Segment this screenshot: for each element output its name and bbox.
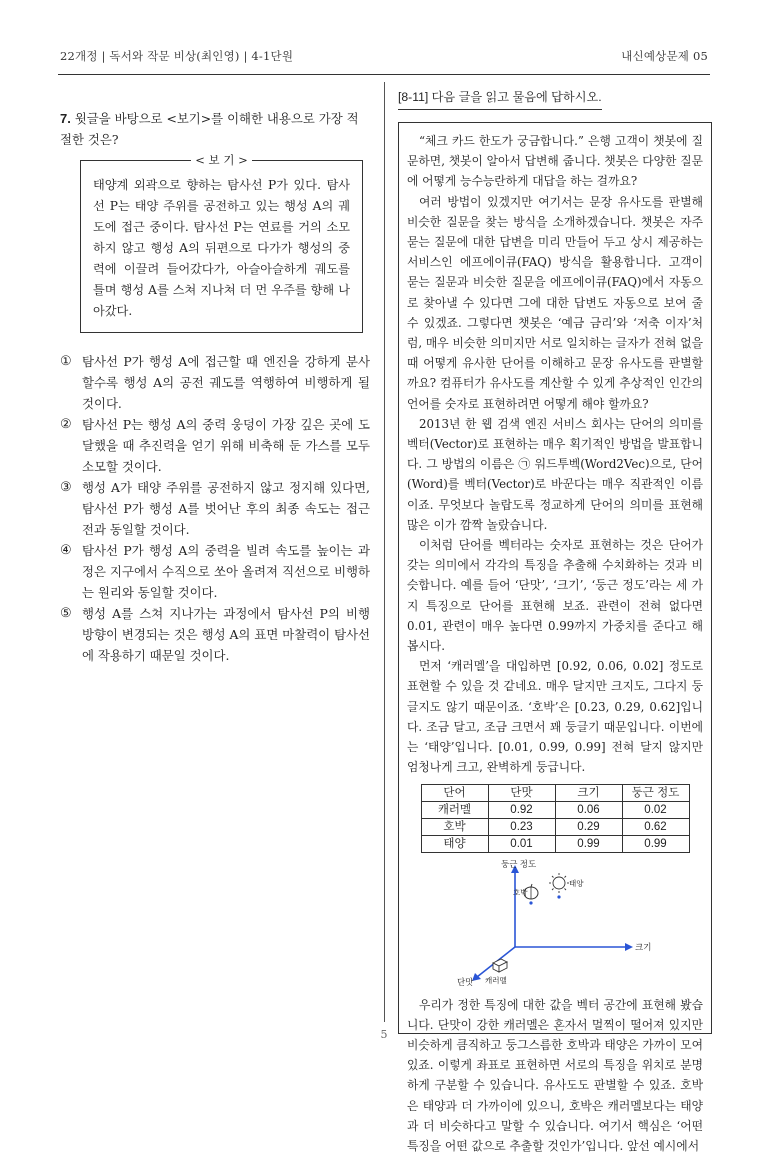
choice-number: ② <box>60 414 82 477</box>
table-cell: 0.99 <box>555 835 622 852</box>
table-cell: 캐러멜 <box>421 801 488 818</box>
choice-text: 행성 A가 태양 주위를 공전하지 않고 정지해 있다면, 탐사선 P가 행성 A를 벗어난 후의 최종 속도는 접근 전과 동일할 것이다. <box>82 477 370 540</box>
table-header: 둥근 정도 <box>622 784 689 801</box>
choice-text: 탐사선 P가 행성 A에 접근할 때 엔진을 강하게 분사할수록 행성 A의 공전 궤도를 역행하여 비행하게 될 것이다. <box>82 351 370 414</box>
paragraph: “체크 카드 한도가 궁금합니다.” 은행 고객이 챗봇에 질문하면, 챗봇이 알아서 답변해 줍니다. 챗봇은 다양한 질문에 어떻게 능수능란하게 대답을 하는 걸까요? <box>407 131 703 192</box>
sweet-axis-label: 단맛 <box>457 977 474 987</box>
question-text: 윗글을 바탕으로 <보기>를 이해한 내용으로 가장 적절한 것은? <box>60 111 359 147</box>
table-cell: 0.02 <box>622 801 689 818</box>
table-cell: 0.23 <box>488 818 555 835</box>
table-cell: 태양 <box>421 835 488 852</box>
pumpkin-label: 호박 <box>513 887 528 897</box>
page-header <box>60 48 708 68</box>
page-number: 5 <box>0 1028 768 1041</box>
paragraph: 2013년 한 웹 검색 엔진 서비스 회사는 단어의 의미를 벡터(Vector)로 표현하는 매우 획기적인 방법을 발표합니다. 그 방법의 이름은 ㉠ 워드투벡(Word2Vec)으로, 단어(Word)를 벡터(Vector)로 바꾼다는 매우 직관적인 이름이죠. 무엇보다 놀랍도록 정교하게 단어의 의미를 표현해 많은 이가 깜짝 놀랐습니다. <box>407 414 703 535</box>
choice-text: 행성 A를 스쳐 지나가는 과정에서 탐사선 P의 비행 방향이 변경되는 것은 행성 A의 표면 마찰력이 탐사선에 작용하기 때문일 것이다. <box>82 603 370 666</box>
table-header: 크기 <box>555 784 622 801</box>
caramel-label: 캐러멜 <box>485 975 507 985</box>
paragraph: 이처럼 단어를 벡터라는 숫자로 표현하는 것은 단어가 갖는 의미에서 각각의 특징을 추출해 수치화하는 것과 비슷합니다. 예를 들어 ‘단맛’, ‘크기’, ‘둥근 정도’라는 세 가지 특징으로 단어를 표현해 보죠. 관련이 전혀 없다면 0.01, 관련이 매우 높다면 0.99까지 가중치를 준다고 해 봅시다. <box>407 535 703 656</box>
choice-text: 탐사선 P가 행성 A의 중력을 빌려 속도를 높이는 과정은 지구에서 수직으로 쏘아 올려져 직선으로 비행하는 원리와 동일할 것이다. <box>82 540 370 603</box>
table-cell: 0.29 <box>555 818 622 835</box>
passage-column <box>398 86 712 1034</box>
question-stem <box>60 108 370 150</box>
question-number: 7. <box>60 111 71 126</box>
sun-point <box>557 895 560 898</box>
round-axis-label: 둥근 정도 <box>501 859 537 869</box>
choice-text: 탐사선 P는 행성 A의 중력 웅덩이 가장 깊은 곳에 도달했을 때 추진력을 얻기 위해 비축해 둔 가스를 모두 소모할 것이다. <box>82 414 370 477</box>
paragraph: 우리가 정한 특징에 대한 값을 벡터 공간에 표현해 봤습니다. 단맛이 강한 캐러멜은 혼자서 멀찍이 떨어져 있지만 비슷하게 큼직하고 둥그스름한 호박과 태양은 가까이 모여 있죠. 이렇게 좌표로 표현하면 서로의 특징을 위치로 분명하게 구분할 수 있습니다. 유사도도 판별할 수 있죠. 호박은 태양과 더 가까이에 있으니, 호박은 캐러멜보다는 태양과 더 비슷하다고 말할 수 있습니다. 여기서 핵심은 ‘어떤 특징을 어떤 값으로 추출할 것인가’입니다. 앞선 예시에서 <box>407 995 703 1156</box>
size-axis-arrow <box>625 943 633 951</box>
caramel-icon <box>493 959 507 972</box>
table-cell: 0.99 <box>622 835 689 852</box>
table-cell: 호박 <box>421 818 488 835</box>
paragraph: 먼저 ‘캐러멜’을 대입하면 [0.92, 0.06, 0.02] 정도로 표현할 수 있을 것 같네요. 매우 달지만 크지도, 그다지 둥글지도 않기 때문이죠. ‘호박’은 [0.23, 0.29, 0.62]입니다. 조금 달고, 조금 크면서 꽤 둥글기 때문입니다. 이번에는 ‘태양’입니다. [0.01, 0.99, 0.99] 전혀 달지 않지만 엄청나게 크고, 완벽하게 둥급니다. <box>407 656 703 777</box>
table-row <box>421 818 689 835</box>
sun-label: 태양 <box>569 878 584 888</box>
choice-5[interactable] <box>60 603 370 666</box>
pumpkin-point <box>529 901 532 904</box>
choice-number: ④ <box>60 540 82 603</box>
table-header: 단어 <box>421 784 488 801</box>
feature-table <box>421 784 690 853</box>
vector-space-diagram <box>455 859 655 989</box>
choice-list <box>60 351 370 666</box>
bogi-title: < 보 기 > <box>191 153 251 167</box>
choice-2[interactable] <box>60 414 370 477</box>
column-divider <box>384 82 385 1022</box>
question-7 <box>60 108 370 666</box>
table-header: 단맛 <box>488 784 555 801</box>
header-left: 22개정 | 독서와 작문 비상(최인영) | 4-1단원 <box>60 48 293 64</box>
table-cell: 0.01 <box>488 835 555 852</box>
header-rule <box>58 74 710 75</box>
sun-icon <box>549 873 569 893</box>
choice-1[interactable] <box>60 351 370 414</box>
choice-4[interactable] <box>60 540 370 603</box>
bogi-text: 태양계 외곽으로 향하는 탐사선 P가 있다. 탐사선 P는 태양 주위를 공전하고 있는 행성 A의 궤도에 접근 중이다. 탐사선 P는 연료를 거의 소모하지 않고 행성 A의 뒤편으로 다가가 행성의 중력에 이끌려 들어갔다가, 아슬아슬하게 궤도를 틀며 행성 A를 스쳐 지나쳐 더 먼 우주를 향해 나아갔다. <box>80 160 363 333</box>
table-header-row <box>421 784 689 801</box>
table-cell: 0.62 <box>622 818 689 835</box>
choice-number: ⑤ <box>60 603 82 666</box>
passage-box <box>398 122 712 1034</box>
section-label: [8-11] 다음 글을 읽고 물음에 답하시오. <box>398 88 602 110</box>
table-row <box>421 835 689 852</box>
choice-number: ③ <box>60 477 82 540</box>
size-axis-label: 크기 <box>635 942 651 952</box>
choice-3[interactable] <box>60 477 370 540</box>
paragraph: 여러 방법이 있겠지만 여기서는 문장 유사도를 판별해 비슷한 질문을 찾는 방식을 소개하겠습니다. 챗봇은 자주 묻는 질문에 대한 답변을 미리 만들어 두고 상시 제공하는 서비스인 에프에이큐(FAQ) 방식을 활용합니다. 고객이 묻는 질문과 비슷한 질문을 에프에이큐(FAQ)에서 자동으로 찾아낼 수 있다면 그에 대한 답변도 자동으로 보여 줄 수 있겠죠. 그렇다면 챗봇은 ‘예금 금리’와 ‘저축 이자’처럼, 매우 비슷한 의미지만 서로 일치하는 글자가 전혀 없을 때 어떻게 유사한 단어를 이해하고 문장 유사도를 판별할까요? 컴퓨터가 유사도를 계산할 수 있게 추상적인 인간의 언어를 숫자로 표현하려면 어떻게 해야 할까요? <box>407 192 703 414</box>
header-right: 내신예상문제 05 <box>621 48 708 64</box>
bogi-box <box>80 160 363 333</box>
table-row <box>421 801 689 818</box>
table-cell: 0.92 <box>488 801 555 818</box>
choice-number: ① <box>60 351 82 414</box>
table-cell: 0.06 <box>555 801 622 818</box>
